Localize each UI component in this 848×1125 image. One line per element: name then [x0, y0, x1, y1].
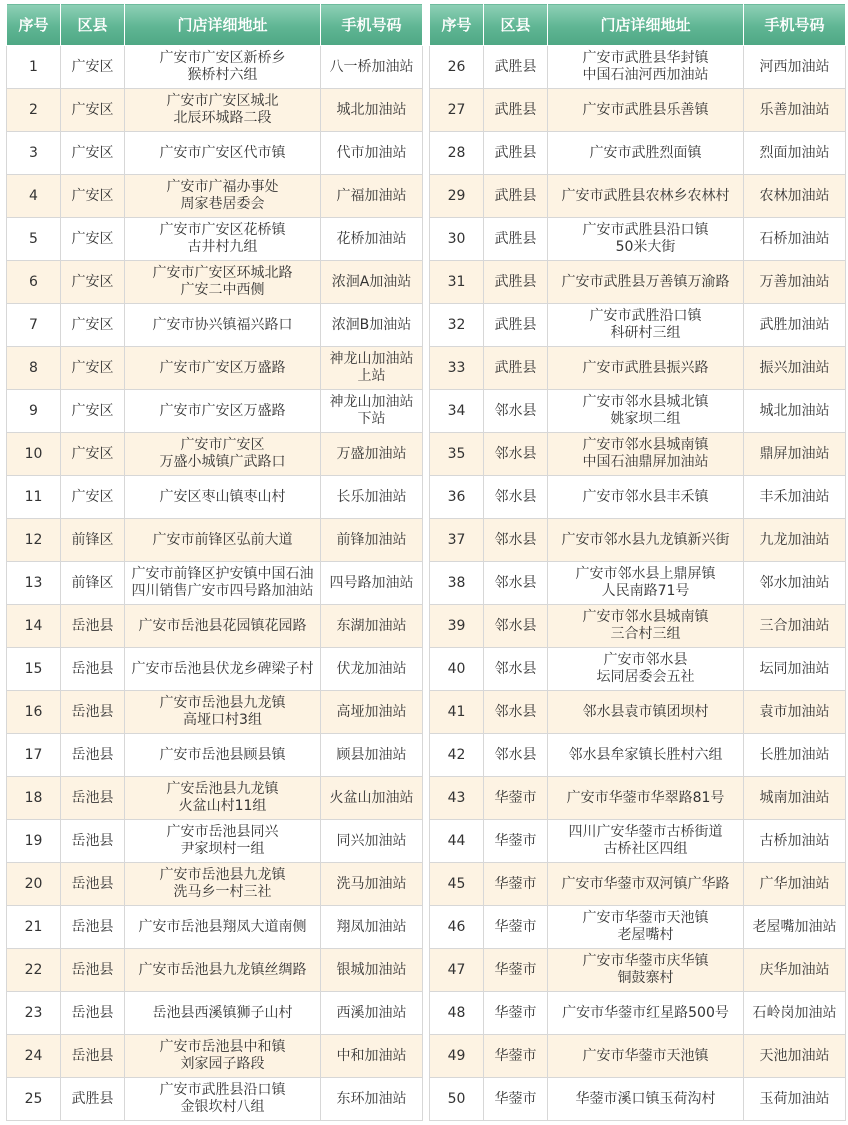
table-row — [7, 1078, 423, 1121]
cell-index: 17 — [7, 734, 61, 777]
table-row — [7, 863, 423, 906]
cell-address: 广安市邻水县 坛同居委会五社 — [548, 648, 744, 691]
table-row — [7, 906, 423, 949]
cell-county: 广安区 — [61, 132, 125, 175]
cell-name: 城南加油站 — [744, 777, 846, 820]
cell-address: 广安市岳池县九龙镇 洗马乡一村三社 — [125, 863, 321, 906]
cell-county: 邻水县 — [484, 562, 548, 605]
cell-name: 袁市加油站 — [744, 691, 846, 734]
cell-address: 广安市岳池县伏龙乡碑梁子村 — [125, 648, 321, 691]
cell-county: 岳池县 — [61, 906, 125, 949]
cell-county: 华蓥市 — [484, 777, 548, 820]
station-table-right — [429, 3, 846, 1121]
cell-address: 广安市广安区新桥乡 猴桥村六组 — [125, 46, 321, 89]
cell-index: 9 — [7, 390, 61, 433]
cell-index: 23 — [7, 992, 61, 1035]
cell-index: 14 — [7, 605, 61, 648]
cell-address: 广安市邻水县城南镇 中国石油鼎屏加油站 — [548, 433, 744, 476]
cell-county: 岳池县 — [61, 734, 125, 777]
table-row — [430, 218, 846, 261]
table-row — [7, 519, 423, 562]
cell-address: 广安市武胜县沿口镇 50米大街 — [548, 218, 744, 261]
cell-index: 31 — [430, 261, 484, 304]
cell-name: 翔凤加油站 — [321, 906, 423, 949]
cell-address: 广安市武胜县农林乡农林村 — [548, 175, 744, 218]
cell-address: 广安市华蓥市红星路500号 — [548, 992, 744, 1035]
cell-county: 武胜县 — [484, 132, 548, 175]
table-row — [7, 261, 423, 304]
table-header-row — [7, 4, 423, 46]
cell-name: 神龙山加油站 上站 — [321, 347, 423, 390]
cell-index: 48 — [430, 992, 484, 1035]
cell-name: 坛同加油站 — [744, 648, 846, 691]
table-row — [7, 218, 423, 261]
cell-index: 13 — [7, 562, 61, 605]
cell-county: 广安区 — [61, 175, 125, 218]
cell-county: 武胜县 — [484, 175, 548, 218]
table-row — [7, 89, 423, 132]
header-index: 序号 — [7, 4, 61, 46]
cell-county: 武胜县 — [61, 1078, 125, 1121]
cell-name: 三合加油站 — [744, 605, 846, 648]
cell-county: 邻水县 — [484, 734, 548, 777]
cell-index: 1 — [7, 46, 61, 89]
cell-name: 前锋加油站 — [321, 519, 423, 562]
table-row — [7, 605, 423, 648]
table-row — [430, 519, 846, 562]
cell-name: 振兴加油站 — [744, 347, 846, 390]
cell-county: 广安区 — [61, 304, 125, 347]
cell-county: 华蓥市 — [484, 1035, 548, 1078]
cell-county: 广安区 — [61, 347, 125, 390]
table-row — [7, 562, 423, 605]
table-row — [7, 949, 423, 992]
cell-name: 八一桥加油站 — [321, 46, 423, 89]
cell-name: 玉荷加油站 — [744, 1078, 846, 1121]
cell-name: 城北加油站 — [744, 390, 846, 433]
cell-index: 21 — [7, 906, 61, 949]
table-row — [7, 734, 423, 777]
cell-address: 广安市邻水县城北镇 姚家坝二组 — [548, 390, 744, 433]
cell-county: 广安区 — [61, 46, 125, 89]
cell-county: 邻水县 — [484, 390, 548, 433]
header-address: 门店详细地址 — [125, 4, 321, 46]
cell-county: 华蓥市 — [484, 863, 548, 906]
cell-county: 岳池县 — [61, 691, 125, 734]
cell-index: 5 — [7, 218, 61, 261]
cell-index: 2 — [7, 89, 61, 132]
cell-name: 万盛加油站 — [321, 433, 423, 476]
cell-name: 丰禾加油站 — [744, 476, 846, 519]
cell-index: 30 — [430, 218, 484, 261]
cell-index: 44 — [430, 820, 484, 863]
cell-name: 长乐加油站 — [321, 476, 423, 519]
table-row — [430, 46, 846, 89]
cell-name: 农林加油站 — [744, 175, 846, 218]
table-row — [7, 476, 423, 519]
cell-name: 西溪加油站 — [321, 992, 423, 1035]
cell-name: 石桥加油站 — [744, 218, 846, 261]
table-row — [7, 390, 423, 433]
table-row — [430, 1035, 846, 1078]
cell-address: 广安市华蓥市天池镇 — [548, 1035, 744, 1078]
table-row — [430, 261, 846, 304]
cell-name: 石岭岗加油站 — [744, 992, 846, 1035]
cell-name: 顾县加油站 — [321, 734, 423, 777]
cell-index: 25 — [7, 1078, 61, 1121]
cell-county: 岳池县 — [61, 820, 125, 863]
cell-address: 广安市武胜县乐善镇 — [548, 89, 744, 132]
cell-county: 岳池县 — [61, 648, 125, 691]
table-row — [430, 863, 846, 906]
cell-county: 岳池县 — [61, 1035, 125, 1078]
cell-index: 46 — [430, 906, 484, 949]
table-row — [7, 1035, 423, 1078]
table-row — [430, 304, 846, 347]
cell-address: 广安市华蓥市庆华镇 铜鼓寨村 — [548, 949, 744, 992]
cell-index: 27 — [430, 89, 484, 132]
cell-name: 中和加油站 — [321, 1035, 423, 1078]
table-row — [430, 347, 846, 390]
cell-address: 广安区枣山镇枣山村 — [125, 476, 321, 519]
cell-address: 广安市武胜沿口镇 科研村三组 — [548, 304, 744, 347]
cell-county: 广安区 — [61, 89, 125, 132]
cell-address: 岳池县西溪镇狮子山村 — [125, 992, 321, 1035]
cell-address: 广安市前锋区弘前大道 — [125, 519, 321, 562]
table-row — [430, 433, 846, 476]
cell-index: 28 — [430, 132, 484, 175]
table-row — [7, 304, 423, 347]
cell-index: 40 — [430, 648, 484, 691]
table-row — [430, 562, 846, 605]
cell-index: 41 — [430, 691, 484, 734]
cell-index: 38 — [430, 562, 484, 605]
cell-index: 16 — [7, 691, 61, 734]
table-row — [7, 691, 423, 734]
cell-name: 万善加油站 — [744, 261, 846, 304]
table-row — [430, 906, 846, 949]
cell-name: 城北加油站 — [321, 89, 423, 132]
cell-name: 东环加油站 — [321, 1078, 423, 1121]
cell-name: 浓洄B加油站 — [321, 304, 423, 347]
cell-index: 22 — [7, 949, 61, 992]
cell-county: 广安区 — [61, 218, 125, 261]
cell-address: 广安市邻水县上鼎屏镇 人民南路71号 — [548, 562, 744, 605]
cell-name: 代市加油站 — [321, 132, 423, 175]
cell-county: 广安区 — [61, 433, 125, 476]
cell-county: 华蓥市 — [484, 906, 548, 949]
table-row — [430, 691, 846, 734]
cell-index: 24 — [7, 1035, 61, 1078]
cell-county: 邻水县 — [484, 605, 548, 648]
header-name: 手机号码 — [321, 4, 423, 46]
cell-address: 广安市邻水县丰禾镇 — [548, 476, 744, 519]
cell-county: 华蓥市 — [484, 1078, 548, 1121]
cell-name: 武胜加油站 — [744, 304, 846, 347]
table-header-row — [430, 4, 846, 46]
cell-county: 广安区 — [61, 390, 125, 433]
cell-name: 东湖加油站 — [321, 605, 423, 648]
cell-county: 武胜县 — [484, 347, 548, 390]
cell-address: 广安市邻水县城南镇 三合村三组 — [548, 605, 744, 648]
cell-address: 广安市武胜县沿口镇 金银坎村八组 — [125, 1078, 321, 1121]
cell-county: 广安区 — [61, 476, 125, 519]
cell-address: 广安市华蓥市华翠路81号 — [548, 777, 744, 820]
cell-address: 广安市武胜县华封镇 中国石油河西加油站 — [548, 46, 744, 89]
table-row — [7, 648, 423, 691]
cell-index: 11 — [7, 476, 61, 519]
cell-index: 47 — [430, 949, 484, 992]
cell-address: 广安市邻水县九龙镇新兴街 — [548, 519, 744, 562]
table-row — [430, 175, 846, 218]
cell-county: 邻水县 — [484, 519, 548, 562]
cell-name: 火盆山加油站 — [321, 777, 423, 820]
cell-index: 39 — [430, 605, 484, 648]
cell-name: 高垭加油站 — [321, 691, 423, 734]
cell-address: 广安市前锋区护安镇中国石油 四川销售广安市四号路加油站 — [125, 562, 321, 605]
cell-name: 银城加油站 — [321, 949, 423, 992]
cell-name: 邻水加油站 — [744, 562, 846, 605]
cell-county: 邻水县 — [484, 691, 548, 734]
table-row — [430, 734, 846, 777]
header-county: 区县 — [61, 4, 125, 46]
cell-index: 8 — [7, 347, 61, 390]
cell-address: 广安市岳池县翔凤大道南侧 — [125, 906, 321, 949]
cell-county: 前锋区 — [61, 519, 125, 562]
cell-address: 广安市岳池县九龙镇 高垭口村3组 — [125, 691, 321, 734]
table-row — [430, 89, 846, 132]
table-row — [7, 132, 423, 175]
cell-index: 36 — [430, 476, 484, 519]
cell-address: 广安市华蓥市天池镇 老屋嘴村 — [548, 906, 744, 949]
cell-address: 广安岳池县九龙镇 火盆山村11组 — [125, 777, 321, 820]
cell-address: 广安市广安区 万盛小城镇广武路口 — [125, 433, 321, 476]
cell-name: 烈面加油站 — [744, 132, 846, 175]
cell-index: 4 — [7, 175, 61, 218]
cell-county: 武胜县 — [484, 304, 548, 347]
cell-name: 神龙山加油站 下站 — [321, 390, 423, 433]
table-row — [430, 605, 846, 648]
cell-address: 广安市武胜县振兴路 — [548, 347, 744, 390]
cell-county: 广安区 — [61, 261, 125, 304]
table-row — [430, 132, 846, 175]
cell-name: 长胜加油站 — [744, 734, 846, 777]
cell-name: 浓洄A加油站 — [321, 261, 423, 304]
table-row — [430, 777, 846, 820]
cell-index: 29 — [430, 175, 484, 218]
cell-address: 广安市岳池县花园镇花园路 — [125, 605, 321, 648]
cell-address: 广安市武胜县万善镇万渝路 — [548, 261, 744, 304]
cell-county: 武胜县 — [484, 46, 548, 89]
cell-index: 43 — [430, 777, 484, 820]
cell-county: 武胜县 — [484, 261, 548, 304]
cell-county: 武胜县 — [484, 89, 548, 132]
cell-county: 岳池县 — [61, 777, 125, 820]
cell-index: 7 — [7, 304, 61, 347]
cell-name: 四号路加油站 — [321, 562, 423, 605]
cell-index: 12 — [7, 519, 61, 562]
cell-index: 26 — [430, 46, 484, 89]
table-row — [430, 949, 846, 992]
cell-index: 6 — [7, 261, 61, 304]
cell-address: 广安市广安区万盛路 — [125, 390, 321, 433]
cell-county: 岳池县 — [61, 949, 125, 992]
cell-county: 华蓥市 — [484, 992, 548, 1035]
cell-name: 鼎屏加油站 — [744, 433, 846, 476]
table-row — [7, 347, 423, 390]
cell-index: 19 — [7, 820, 61, 863]
table-row — [7, 777, 423, 820]
cell-index: 32 — [430, 304, 484, 347]
cell-name: 庆华加油站 — [744, 949, 846, 992]
table-row — [430, 390, 846, 433]
table-row — [7, 992, 423, 1035]
table-row — [7, 820, 423, 863]
cell-address: 广安市广安区花桥镇 古井村九组 — [125, 218, 321, 261]
cell-county: 武胜县 — [484, 218, 548, 261]
cell-county: 岳池县 — [61, 605, 125, 648]
cell-name: 乐善加油站 — [744, 89, 846, 132]
cell-name: 同兴加油站 — [321, 820, 423, 863]
cell-index: 20 — [7, 863, 61, 906]
cell-index: 49 — [430, 1035, 484, 1078]
cell-name: 伏龙加油站 — [321, 648, 423, 691]
cell-county: 华蓥市 — [484, 820, 548, 863]
cell-index: 34 — [430, 390, 484, 433]
cell-address: 广安市广安区代市镇 — [125, 132, 321, 175]
station-table-left — [6, 3, 423, 1121]
cell-name: 天池加油站 — [744, 1035, 846, 1078]
table-row — [430, 1078, 846, 1121]
cell-index: 37 — [430, 519, 484, 562]
cell-address: 广安市岳池县九龙镇丝绸路 — [125, 949, 321, 992]
cell-address: 邻水县牟家镇长胜村六组 — [548, 734, 744, 777]
cell-name: 河西加油站 — [744, 46, 846, 89]
table-row — [7, 175, 423, 218]
table-row — [430, 820, 846, 863]
cell-name: 九龙加油站 — [744, 519, 846, 562]
cell-address: 广安市广安区城北 北辰环城路二段 — [125, 89, 321, 132]
cell-county: 岳池县 — [61, 863, 125, 906]
header-name: 手机号码 — [744, 4, 846, 46]
cell-address: 广安市武胜烈面镇 — [548, 132, 744, 175]
cell-address: 广安市华蓥市双河镇广华路 — [548, 863, 744, 906]
cell-index: 3 — [7, 132, 61, 175]
header-county: 区县 — [484, 4, 548, 46]
cell-address: 广安市岳池县中和镇 刘家园子路段 — [125, 1035, 321, 1078]
cell-address: 广安市广福办事处 周家巷居委会 — [125, 175, 321, 218]
cell-name: 广福加油站 — [321, 175, 423, 218]
cell-index: 18 — [7, 777, 61, 820]
cell-name: 花桥加油站 — [321, 218, 423, 261]
table-row — [7, 433, 423, 476]
header-index: 序号 — [430, 4, 484, 46]
cell-county: 邻水县 — [484, 433, 548, 476]
cell-name: 老屋嘴加油站 — [744, 906, 846, 949]
cell-index: 33 — [430, 347, 484, 390]
cell-county: 邻水县 — [484, 476, 548, 519]
header-address: 门店详细地址 — [548, 4, 744, 46]
cell-address: 邻水县袁市镇团坝村 — [548, 691, 744, 734]
cell-index: 50 — [430, 1078, 484, 1121]
cell-county: 前锋区 — [61, 562, 125, 605]
cell-index: 45 — [430, 863, 484, 906]
cell-address: 广安市广安区万盛路 — [125, 347, 321, 390]
cell-name: 洗马加油站 — [321, 863, 423, 906]
cell-county: 岳池县 — [61, 992, 125, 1035]
cell-address: 四川广安华蓥市古桥街道 古桥社区四组 — [548, 820, 744, 863]
table-row — [7, 46, 423, 89]
cell-address: 华蓥市溪口镇玉荷沟村 — [548, 1078, 744, 1121]
table-row — [430, 648, 846, 691]
cell-address: 广安市广安区环城北路 广安二中西侧 — [125, 261, 321, 304]
cell-county: 华蓥市 — [484, 949, 548, 992]
cell-index: 10 — [7, 433, 61, 476]
cell-index: 35 — [430, 433, 484, 476]
table-row — [430, 476, 846, 519]
cell-name: 古桥加油站 — [744, 820, 846, 863]
table-row — [430, 992, 846, 1035]
cell-county: 邻水县 — [484, 648, 548, 691]
cell-address: 广安市岳池县同兴 尹家坝村一组 — [125, 820, 321, 863]
cell-address: 广安市协兴镇福兴路口 — [125, 304, 321, 347]
cell-index: 42 — [430, 734, 484, 777]
cell-name: 广华加油站 — [744, 863, 846, 906]
cell-address: 广安市岳池县顾县镇 — [125, 734, 321, 777]
cell-index: 15 — [7, 648, 61, 691]
